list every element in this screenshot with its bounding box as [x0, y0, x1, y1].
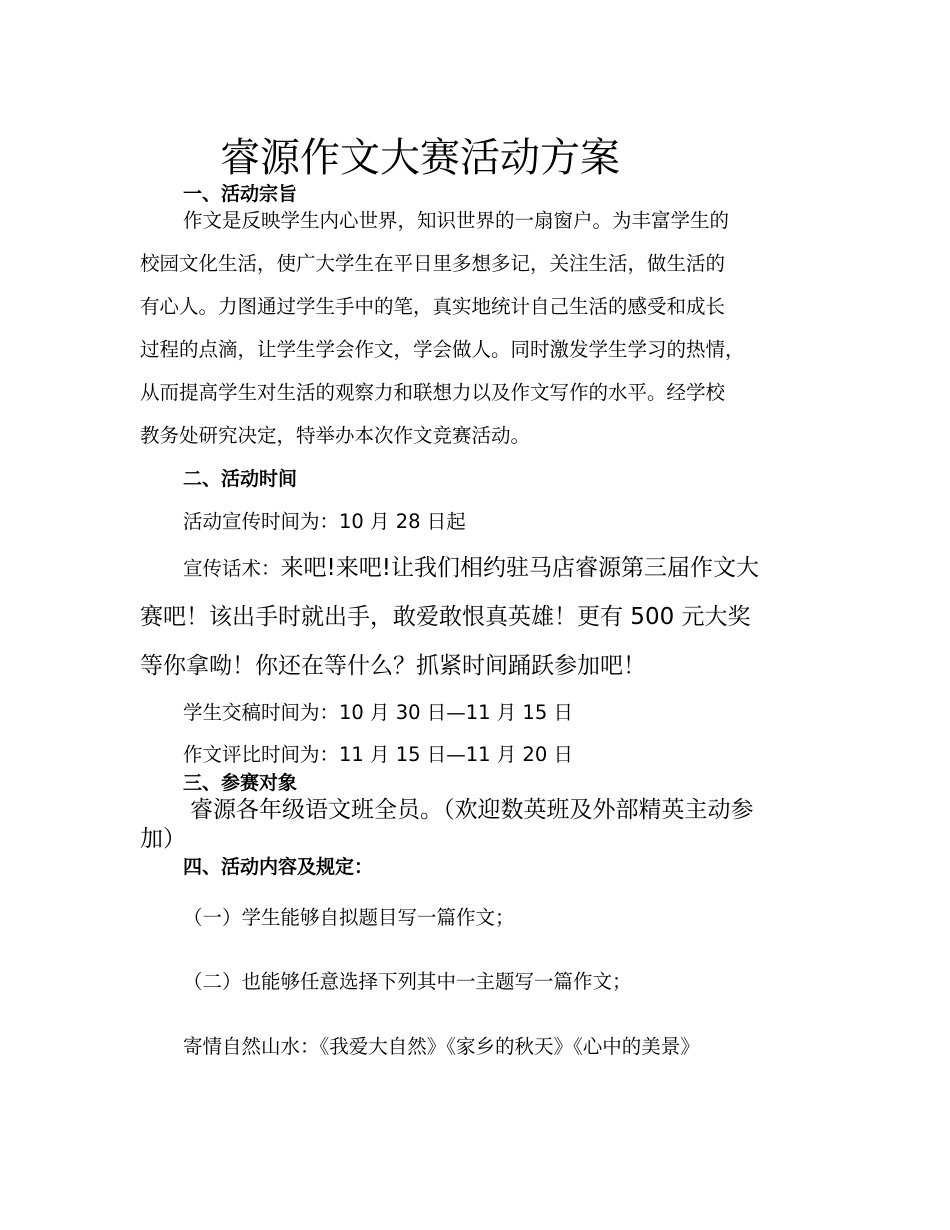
slogan-line: 等你拿呦！你还在等什么？抓紧时间踊跃参加吧！: [140, 653, 646, 679]
section1-line: 教务处研究决定，特举办本次作文竞赛活动。: [140, 424, 531, 447]
participants-line: 加）: [140, 826, 186, 852]
section1-line: 过程的点滴，让学生学会作文，学会做人。同时激发学生学习的热情，: [140, 338, 745, 361]
page-title: 睿源作文大赛活动方案: [220, 135, 620, 181]
slogan-line: [183, 557, 759, 580]
section4-heading: 四、活动内容及规定：: [183, 856, 374, 878]
slogan-label: 宣传话术：: [183, 557, 281, 580]
submit-time: 学生交稿时间为：10 月 30 日—11 月 15 日: [183, 701, 573, 724]
slogan-text: 来吧!来吧!让我们相约驻马店睿源第三届作文大: [280, 555, 759, 581]
section3-heading: 三、参赛对象: [183, 772, 298, 794]
section1-line: 作文是反映学生内心世界，知识世界的一扇窗户。为丰富学生的: [183, 209, 730, 232]
section1-line: 从而提高学生对生活的观察力和联想力以及作文写作的水平。经学校: [140, 381, 726, 404]
participants-line: 睿源各年级语文班全员。（欢迎数英班及外部精英主动参: [190, 797, 754, 823]
rule-item-1: （一）学生能够自拟题目写一篇作文；: [183, 906, 515, 929]
theme-line: 寄情自然山水：《我爱大自然》《家乡的秋天》《心中的美景》: [183, 1035, 700, 1058]
judge-time: 作文评比时间为：11 月 15 日—11 月 20 日: [183, 743, 573, 766]
rule-item-2: （二）也能够任意选择下列其中一主题写一篇作文；: [183, 970, 632, 993]
section1-heading: 一、活动宗旨: [183, 183, 298, 205]
slogan-line: 赛吧！该出手时就出手，敢爱敢恨真英雄！更有 500 元大奖: [140, 604, 751, 630]
promo-time: 活动宣传时间为：10 月 28 日起: [183, 510, 466, 533]
section2-heading: 二、活动时间: [183, 468, 298, 490]
section1-line: 校园文化生活，使广大学生在平日里多想多记，关注生活，做生活的: [140, 252, 726, 275]
section1-line: 有心人。力图通过学生手中的笔，真实地统计自己生活的感受和成长: [140, 295, 726, 318]
